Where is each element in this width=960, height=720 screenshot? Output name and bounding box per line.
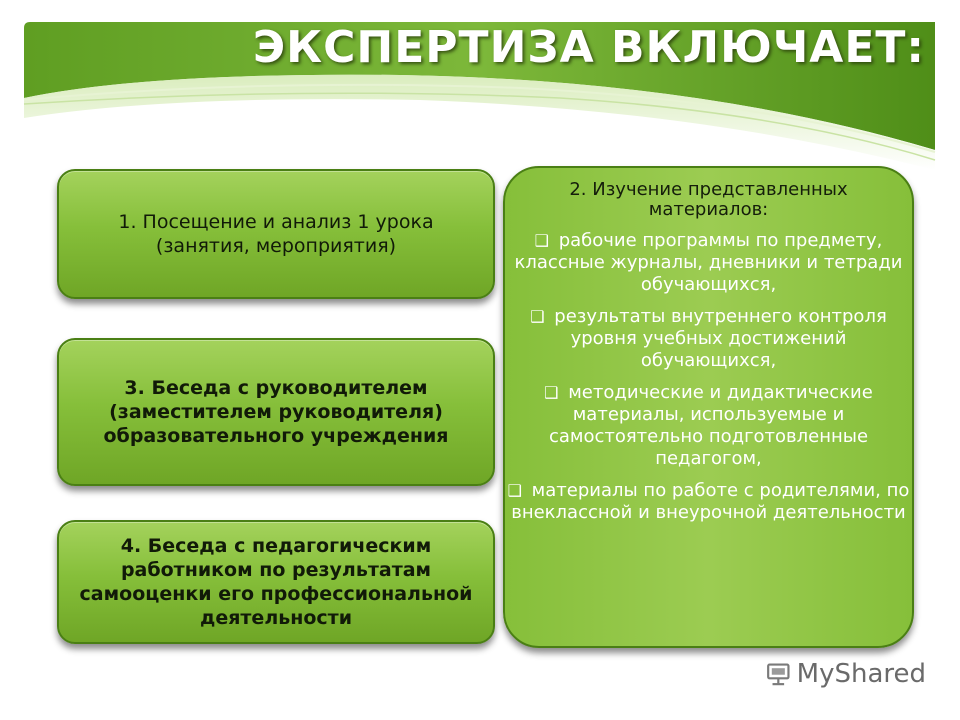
materials-item (505, 480, 912, 524)
materials-item-text: результаты внутреннего контроля уровня учебных достижений обучающихся, (554, 306, 887, 371)
materials-item (505, 306, 912, 372)
checkbox-bullet-icon: ❑ (530, 307, 545, 326)
box-materials-heading: 2. Изучение представленных материалов: (569, 179, 848, 220)
watermark-logo (766, 652, 926, 696)
checkbox-bullet-icon: ❑ (544, 383, 559, 402)
box-materials-study (503, 166, 914, 648)
materials-item (505, 230, 912, 296)
watermark-logo-text: MyShared (796, 659, 926, 689)
box-conversation-director-text: 3. Беседа с руководителем (заместителем руководителя) образовательного учреждения (103, 377, 449, 447)
checkbox-bullet-icon: ❑ (534, 231, 549, 250)
box-visit-analysis-text: 1. Посещение и анализ 1 урока (занятия, мероприятия) (118, 211, 434, 257)
slide-title: ЭКСПЕРТИЗА ВКЛЮЧАЕТ: (252, 22, 925, 73)
presentation-board-icon (766, 657, 791, 691)
box-visit-analysis (57, 169, 495, 299)
box-conversation-teacher-text: 4. Беседа с педагогическим работником по результатам самооценки его профессиональной деятельности (79, 535, 473, 629)
materials-item-text: материалы по работе с родителями, по внеклассной и внеурочной деятельности (511, 480, 910, 523)
materials-item-text: рабочие программы по предмету, классные журналы, дневники и тетради обучающихся, (514, 230, 903, 295)
box-conversation-director (57, 338, 495, 486)
checkbox-bullet-icon: ❑ (507, 481, 522, 500)
box-conversation-teacher (57, 520, 495, 644)
materials-item-text: методические и дидактические материалы, используемые и самостоятельно подготовленные педагогом, (548, 382, 873, 469)
materials-item (505, 382, 912, 470)
